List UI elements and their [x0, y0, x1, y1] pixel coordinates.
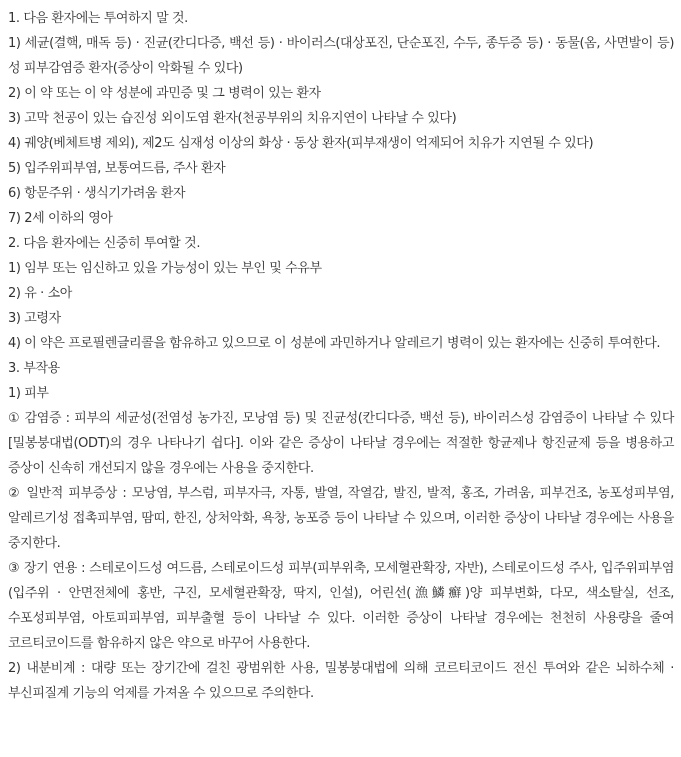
section-2-heading: 2. 다음 환자에는 신중히 투여할 것. [8, 236, 201, 251]
section-1-item-2: 2) 이 약 또는 이 약 성분에 과민증 및 그 병력이 있는 환자 [8, 86, 321, 101]
section-2-item-1: 1) 임부 또는 임신하고 있을 가능성이 있는 부인 및 수유부 [8, 261, 322, 276]
section-2-item-2: 2) 유 · 소아 [8, 286, 72, 301]
section-2-item-3: 3) 고령자 [8, 311, 61, 326]
section-1-item-7: 7) 2세 이하의 영아 [8, 211, 113, 226]
section-1-heading: 1. 다음 환자에는 투여하지 말 것. [8, 11, 188, 26]
document-body [8, 6, 674, 706]
skin-item-long-term-use: ③ 장기 연용 : 스테로이드성 여드름, 스테로이드성 피부(피부위축, 모세혈관확장, 자반), 스테로이드성 주사, 입주위피부염(입주위 · 안면전체에 홍반, 구진, 모세혈관확장, 딱지, 인설), 어린선(漁鱗癬)양 피부변화, 다모, 색소탈실, 선조, 수포성피부염, 아토피피부염, 피부출혈 등이 나타날 수 있다. 이러한 증상이 나타날 경우에는 천천히 사용량을 줄여 코르티코이드를 함유하지 않은 약으로 바꾸어 사용한다. [8, 561, 674, 651]
section-3-heading: 3. 부작용 [8, 361, 60, 376]
section-1-item-3: 3) 고막 천공이 있는 습진성 외이도염 환자(천공부위의 치유지연이 나타날 수 있다) [8, 111, 457, 126]
section-2-item-4: 4) 이 약은 프로필렌글리콜을 함유하고 있으므로 이 성분에 과민하거나 알레르기 병력이 있는 환자에는 신중히 투여한다. [8, 336, 661, 351]
section-1-item-4: 4) 궤양(베체트병 제외), 제2도 심재성 이상의 화상 · 동상 환자(피부재생이 억제되어 치유가 지연될 수 있다) [8, 136, 594, 151]
section-1-item-5: 5) 입주위피부염, 보통여드름, 주사 환자 [8, 161, 226, 176]
section-3-item-endocrine: 2) 내분비계 : 대량 또는 장기간에 걸친 광범위한 사용, 밀봉붕대법에 의해 코르티코이드 전신 투여와 같은 뇌하수체 · 부신피질계 기능의 억제를 가져올 수 있으므로 주의한다. [8, 661, 674, 701]
section-1-item-1: 1) 세균(결핵, 매독 등) · 진균(칸디다증, 백선 등) · 바이러스(대상포진, 단순포진, 수두, 종두증 등) · 동물(옴, 사면발이 등)성 피부감염증 환자(증상이 악화될 수 있다) [8, 36, 674, 76]
skin-item-infection: ① 감염증 : 피부의 세균성(전염성 농가진, 모낭염 등) 및 진균성(칸디다증, 백선 등), 바이러스성 감염증이 나타날 수 있다[밀봉붕대법(ODT)의 경우 나타나기 쉽다]. 이와 같은 증상이 나타날 경우에는 적절한 항균제나 항진균제 등을 병용하고 증상이 신속히 개선되지 않을 경우에는 사용을 중지한다. [8, 411, 674, 476]
section-1-item-6: 6) 항문주위 · 생식기가려움 환자 [8, 186, 186, 201]
skin-item-general-symptoms: ② 일반적 피부증상 : 모낭염, 부스럼, 피부자극, 자통, 발열, 작열감, 발진, 발적, 홍조, 가려움, 피부건조, 농포성피부염, 알레르기성 접촉피부염, 땀띠, 한진, 상처악화, 욕창, 농포증 등이 나타날 수 있으며, 이러한 증상이 나타날 경우에는 사용을 중지한다. [8, 486, 674, 551]
section-3-subheading-skin: 1) 피부 [8, 386, 49, 401]
